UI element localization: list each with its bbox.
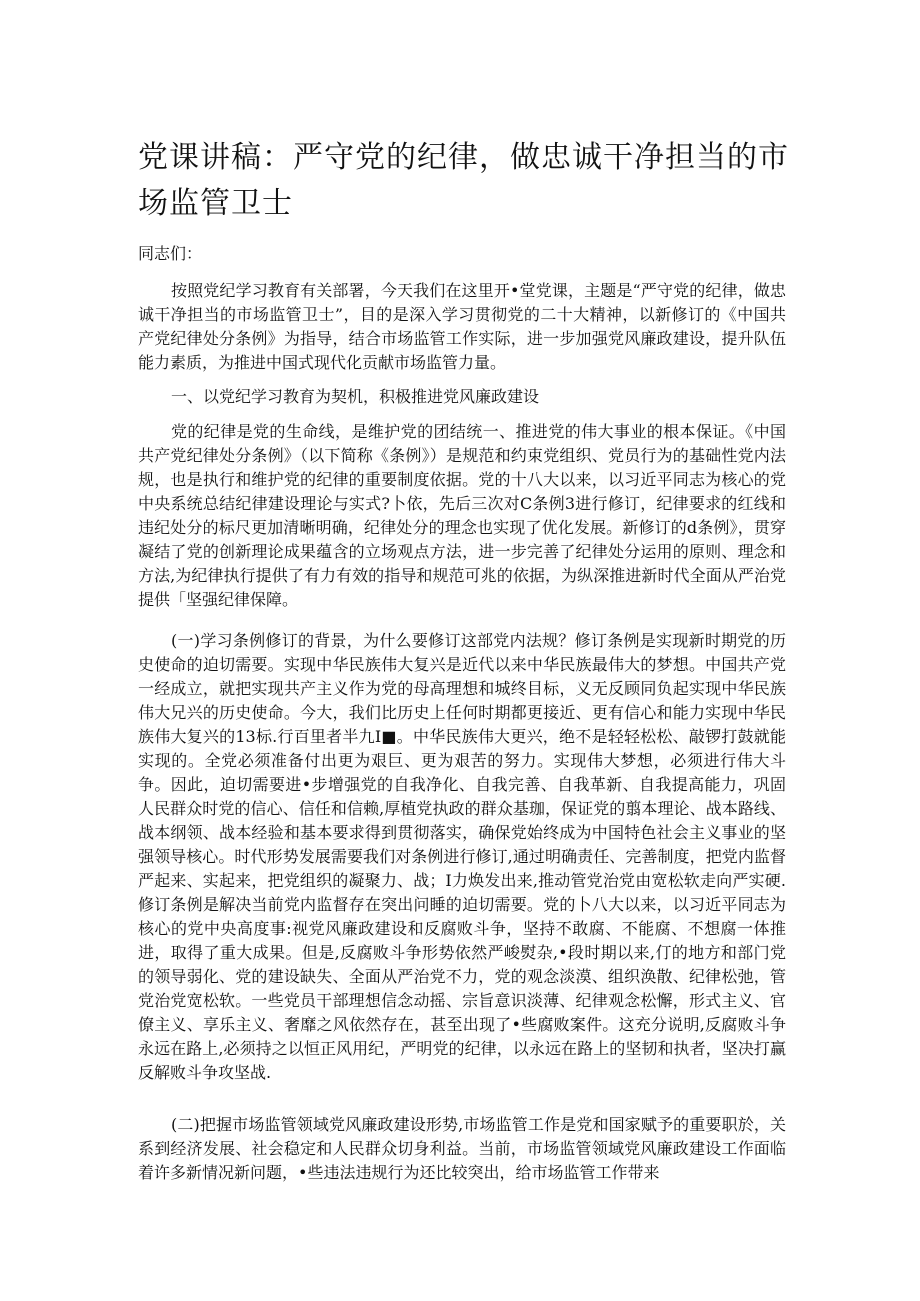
salutation: 同志们： <box>138 244 203 263</box>
section-heading-1: 一、以党纪学习教育为契机，积极推进党风廉政建设 <box>171 387 540 406</box>
subsection-2-paragraph: (二)把握市场监管领域党风廉政建设形势,市场监管工作是党和国家赋予的重要职於，关系到经济发展、社会稳定和人民群众切身利益。当前，市场监管领域党风廉政建设工作面临着许多新情况新问题，•些违法违规行为还比较突出，给市场监管工作带来 <box>138 1115 786 1182</box>
document-title: 党课讲稿：严守党的纪律，做忠诚干净担当的市场监管卫士 <box>138 140 789 221</box>
subsection-1-paragraph: (一)学习条例修订的背景，为什么要修订这部党内法规？修订条例是实现新时期党的历史使命的迫切需要。实现中华民族伟大复兴是近代以来中华民族最伟大的梦想。中国共产党一经成立，就把实现共产主义作为党的母高理想和城终目标，义无反顾同负起实现中华民族伟大兄兴的历史使命。今大，我们比历史上任何时期都更接近、更有信心和能力实现中华民族伟大复兴的13标.行百里者半九I■。中华民族伟大更兴，绝不是轻轻松松、敲锣打鼓就能实现的。全党必须准备付出更为艰巨、更为艰苦的努力。实现伟大梦想，必须进行伟大斗争。因此，迫切需要进•步增强党的自我净化、自我完善、自我革新、自我提高能力，巩固人民群众时党的信心、信任和信赖,厚植党执政的群众基珈，保证党的翦本理论、战本路线、战本纲领、战本经验和基本要求得到贯彻落实，确保党始终成为中国特色社会主义事业的坚强领导核心。时代形势发展需要我们对条例进行修订,通过明确责任、完善制度，把党内监督严起来、实起来，把党组织的凝聚力、战；I力焕发出来,推动管党治党由宽松软走向严实硬.修订条例是解决当前党内监督存在突出问睡的迫切需要。党的卜八大以来，以习近平同志为核心的党中央高度事:视党风廉政建设和反腐败斗争，坚持不敢腐、不能腐、不想腐一体推进，取得了重大成果。但是,反腐败斗争形势依然严峻熨杂,•段时期以来,仃的地方和部门党的领导弱化、党的建设缺失、全面从严治党不力，党的观念淡漠、组织涣散、纪律松弛，管党治党宽松软。一些党员干部理想信念动摇、宗旨意识淡薄、纪律观念松懈，形式主义、官僚主义、享乐主义、奢靡之风依然存在，甚至出现了•些腐败案件。这充分说明,反腐败斗争永远在路上,必须持之以恒正风用纪，严明党的纪律，以永远在路上的坚韧和执者，坚决打赢反解败斗争攻坚战. <box>138 631 786 1082</box>
intro-paragraph: 按照党纪学习教育有关部署，今天我们在这里开•堂党课，主题是“严守党的纪律，做忠诚干净担当的市场监管卫士”，目的是深入学习贯彻党的二十大精神，以新修订的《中国共产党纪律处分条例》为指导，结合市场监管工作实际，进一步加强党风廉政建设，提升队伍能力素质，为推进中国式现代化贡献市场监管力量。 <box>138 281 786 372</box>
section-1-paragraph: 党的纪律是党的生命线，是维护党的团结统一、推进党的伟大事业的根本保证。《中国共产党纪律处分条例》（以下简称《条例》）是规范和约束党组织、党员行为的基础性党内法规，也是执行和维护党的纪律的重要制度依据。党的十八大以来，以习近平同志为核心的党中央系统总结纪律建设理论与实式?卜依，先后三次对C条例3进行修订，纪律要求的红线和违纪处分的标尺更加清晰明确，纪律处分的理念也实现了优化发展。新修订的d条例》，贯穿凝结了党的创新理论成果蕴含的立场观点方法，进一步完善了纪律处分运用的原则、理念和方法,为纪律执行提供了有力有效的指导和规范可兆的依据，为纵深推进新时代全面从严治党提供「坚强纪律保障。 <box>138 422 786 609</box>
